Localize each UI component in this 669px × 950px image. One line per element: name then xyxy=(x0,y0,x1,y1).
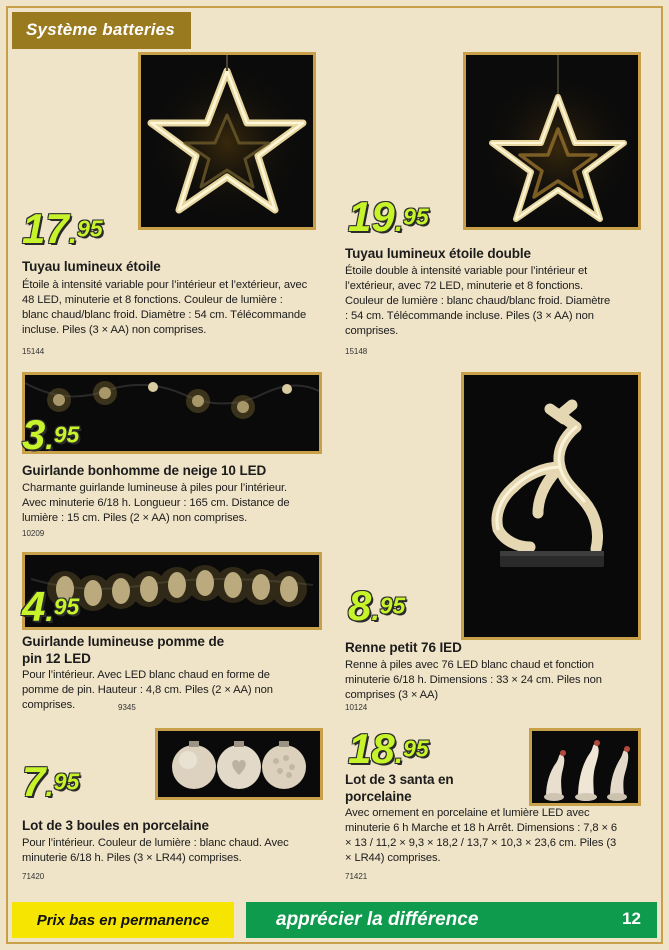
price-renne-petit xyxy=(348,582,406,629)
price-integer: 18 xyxy=(348,725,395,772)
santa-figures-icon xyxy=(532,731,638,803)
product-image-porcelain-baubles xyxy=(155,728,323,800)
price-tuyau-lumineux-etoile xyxy=(22,205,103,252)
product-image-santa-figures xyxy=(529,728,641,806)
price-lot-3-santa-porcelaine xyxy=(348,725,429,772)
price-cents: 95 xyxy=(53,593,80,620)
product-code-tuyau-lumineux-etoile: 15144 xyxy=(22,347,45,356)
product-title-lot-3-boules-porcelaine: Lot de 3 boules en porcelaine xyxy=(22,818,209,833)
product-description-tuyau-lumineux-etoile-double: Étoile double à intensité variable pour l’intérieur et l’extérieur, avec 72 LED, minuterie et 8 fonctions. Couleur de lumière : blanc chaud/blanc froid. Diamètre : 54 cm. Télécommande incluse. Piles (3 × AA) non comprises. xyxy=(345,265,611,337)
product-code-renne-petit: 10124 xyxy=(345,703,368,712)
price-integer: 7 xyxy=(22,758,46,805)
product-image-reindeer-lamp xyxy=(461,372,641,640)
price-cents: 95 xyxy=(77,215,103,242)
price-separator: . xyxy=(45,770,54,803)
price-separator: . xyxy=(45,595,54,628)
price-tuyau-lumineux-etoile-double xyxy=(348,193,429,240)
product-code-tuyau-lumineux-etoile-double: 15148 xyxy=(345,347,368,356)
product-description-lot-3-boules-porcelaine: Pour l’intérieur. Couleur de lumière : blanc chaud. Avec minuterie 6/18 h. Piles (3 × LR44) comprises. xyxy=(22,837,289,864)
product-title-tuyau-lumineux-etoile: Tuyau lumineux étoile xyxy=(22,259,161,274)
price-cents: 95 xyxy=(53,421,80,448)
footer-badge-low-prices xyxy=(12,902,234,938)
section-title: Système batteries xyxy=(26,20,175,39)
price-integer: 19 xyxy=(348,193,395,240)
star-light-double-icon xyxy=(466,55,638,227)
product-description-lot-3-santa-porcelaine: Avec ornement en porcelaine et lumière LED avec minuterie 6 h Marche et 18 h Arrêt. Dimensions : 7,8 × 6 × 13 / 11,2 × 9,3 × 18,2 / 13,7 × 10,3 × 23,6 cm. Piles (3 × LR44) comprises. xyxy=(345,807,618,864)
product-code-lot-3-santa-porcelaine: 71421 xyxy=(345,872,368,881)
price-integer: 8 xyxy=(348,582,372,629)
price-separator: . xyxy=(371,594,380,627)
product-title-renne-petit: Renne petit 76 IED xyxy=(345,640,462,655)
price-cents: 95 xyxy=(53,768,80,795)
price-cents: 95 xyxy=(403,735,429,762)
price-separator: . xyxy=(68,217,78,250)
price-lot-3-boules-porcelaine xyxy=(22,758,80,805)
product-title-guirlande-bonhomme-de-neige: Guirlande bonhomme de neige 10 LED xyxy=(22,463,267,478)
product-description-guirlande-bonhomme-de-neige: Charmante guirlande lumineuse à piles pour l’intérieur. Avec minuterie 6/18 h. Longueur : 165 cm. Distance de lumière : 15 cm. Piles (2 × AA) non comprises. xyxy=(22,482,290,524)
product-code-guirlande-bonhomme-de-neige: 10209 xyxy=(22,529,45,538)
price-separator: . xyxy=(394,737,404,770)
price-guirlande-bonhomme-de-neige xyxy=(22,411,80,458)
page-number: 12 xyxy=(622,909,641,928)
product-code-lot-3-boules-porcelaine: 71420 xyxy=(22,872,45,881)
footer-banner xyxy=(246,902,657,938)
price-cents: 95 xyxy=(403,203,429,230)
product-title-guirlande-pomme-de-pin: Guirlande lumineuse pomme de pin 12 LED xyxy=(22,634,224,666)
footer-slogan: apprécier la différence xyxy=(276,909,479,930)
price-integer: 4 xyxy=(22,583,46,630)
product-code-guirlande-pomme-de-pin: 9345 xyxy=(118,703,136,712)
product-image-star-light-double xyxy=(463,52,641,230)
price-cents: 95 xyxy=(379,592,406,619)
product-description-renne-petit: Renne à piles avec 76 LED blanc chaud et fonction minuterie 6/18 h. Dimensions : 33 × 24 cm. Piles non comprises (3 × AA) xyxy=(345,659,602,701)
section-header xyxy=(12,12,191,49)
price-separator: . xyxy=(394,205,404,238)
product-title-lot-3-santa-porcelaine: Lot de 3 santa en porcelaine xyxy=(345,772,454,804)
price-guirlande-pomme-de-pin xyxy=(22,583,80,630)
price-separator: . xyxy=(45,423,54,456)
price-integer: 17 xyxy=(22,205,69,252)
product-image-star-light-single xyxy=(138,52,316,230)
price-integer: 3 xyxy=(22,411,46,458)
star-light-single-icon xyxy=(141,55,313,227)
product-description-guirlande-pomme-de-pin: Pour l’intérieur. Avec LED blanc chaud en forme de pomme de pin. Hauteur : 4,8 cm. Piles (2 × AA) non comprises. xyxy=(22,669,273,711)
footer-left-label: Prix bas en permanence xyxy=(36,911,210,929)
product-title-tuyau-lumineux-etoile-double: Tuyau lumineux étoile double xyxy=(345,246,531,261)
product-description-tuyau-lumineux-etoile: Étoile à intensité variable pour l’intérieur et l’extérieur, avec 48 LED, minuterie et 8 fonctions. Couleur de lumière : blanc chaud/blanc froid. Diamètre : 54 cm. Télécommande incluse. Piles (3 × AA) non comprises. xyxy=(22,279,308,336)
reindeer-lamp-icon xyxy=(464,375,638,637)
porcelain-baubles-icon xyxy=(158,731,320,797)
